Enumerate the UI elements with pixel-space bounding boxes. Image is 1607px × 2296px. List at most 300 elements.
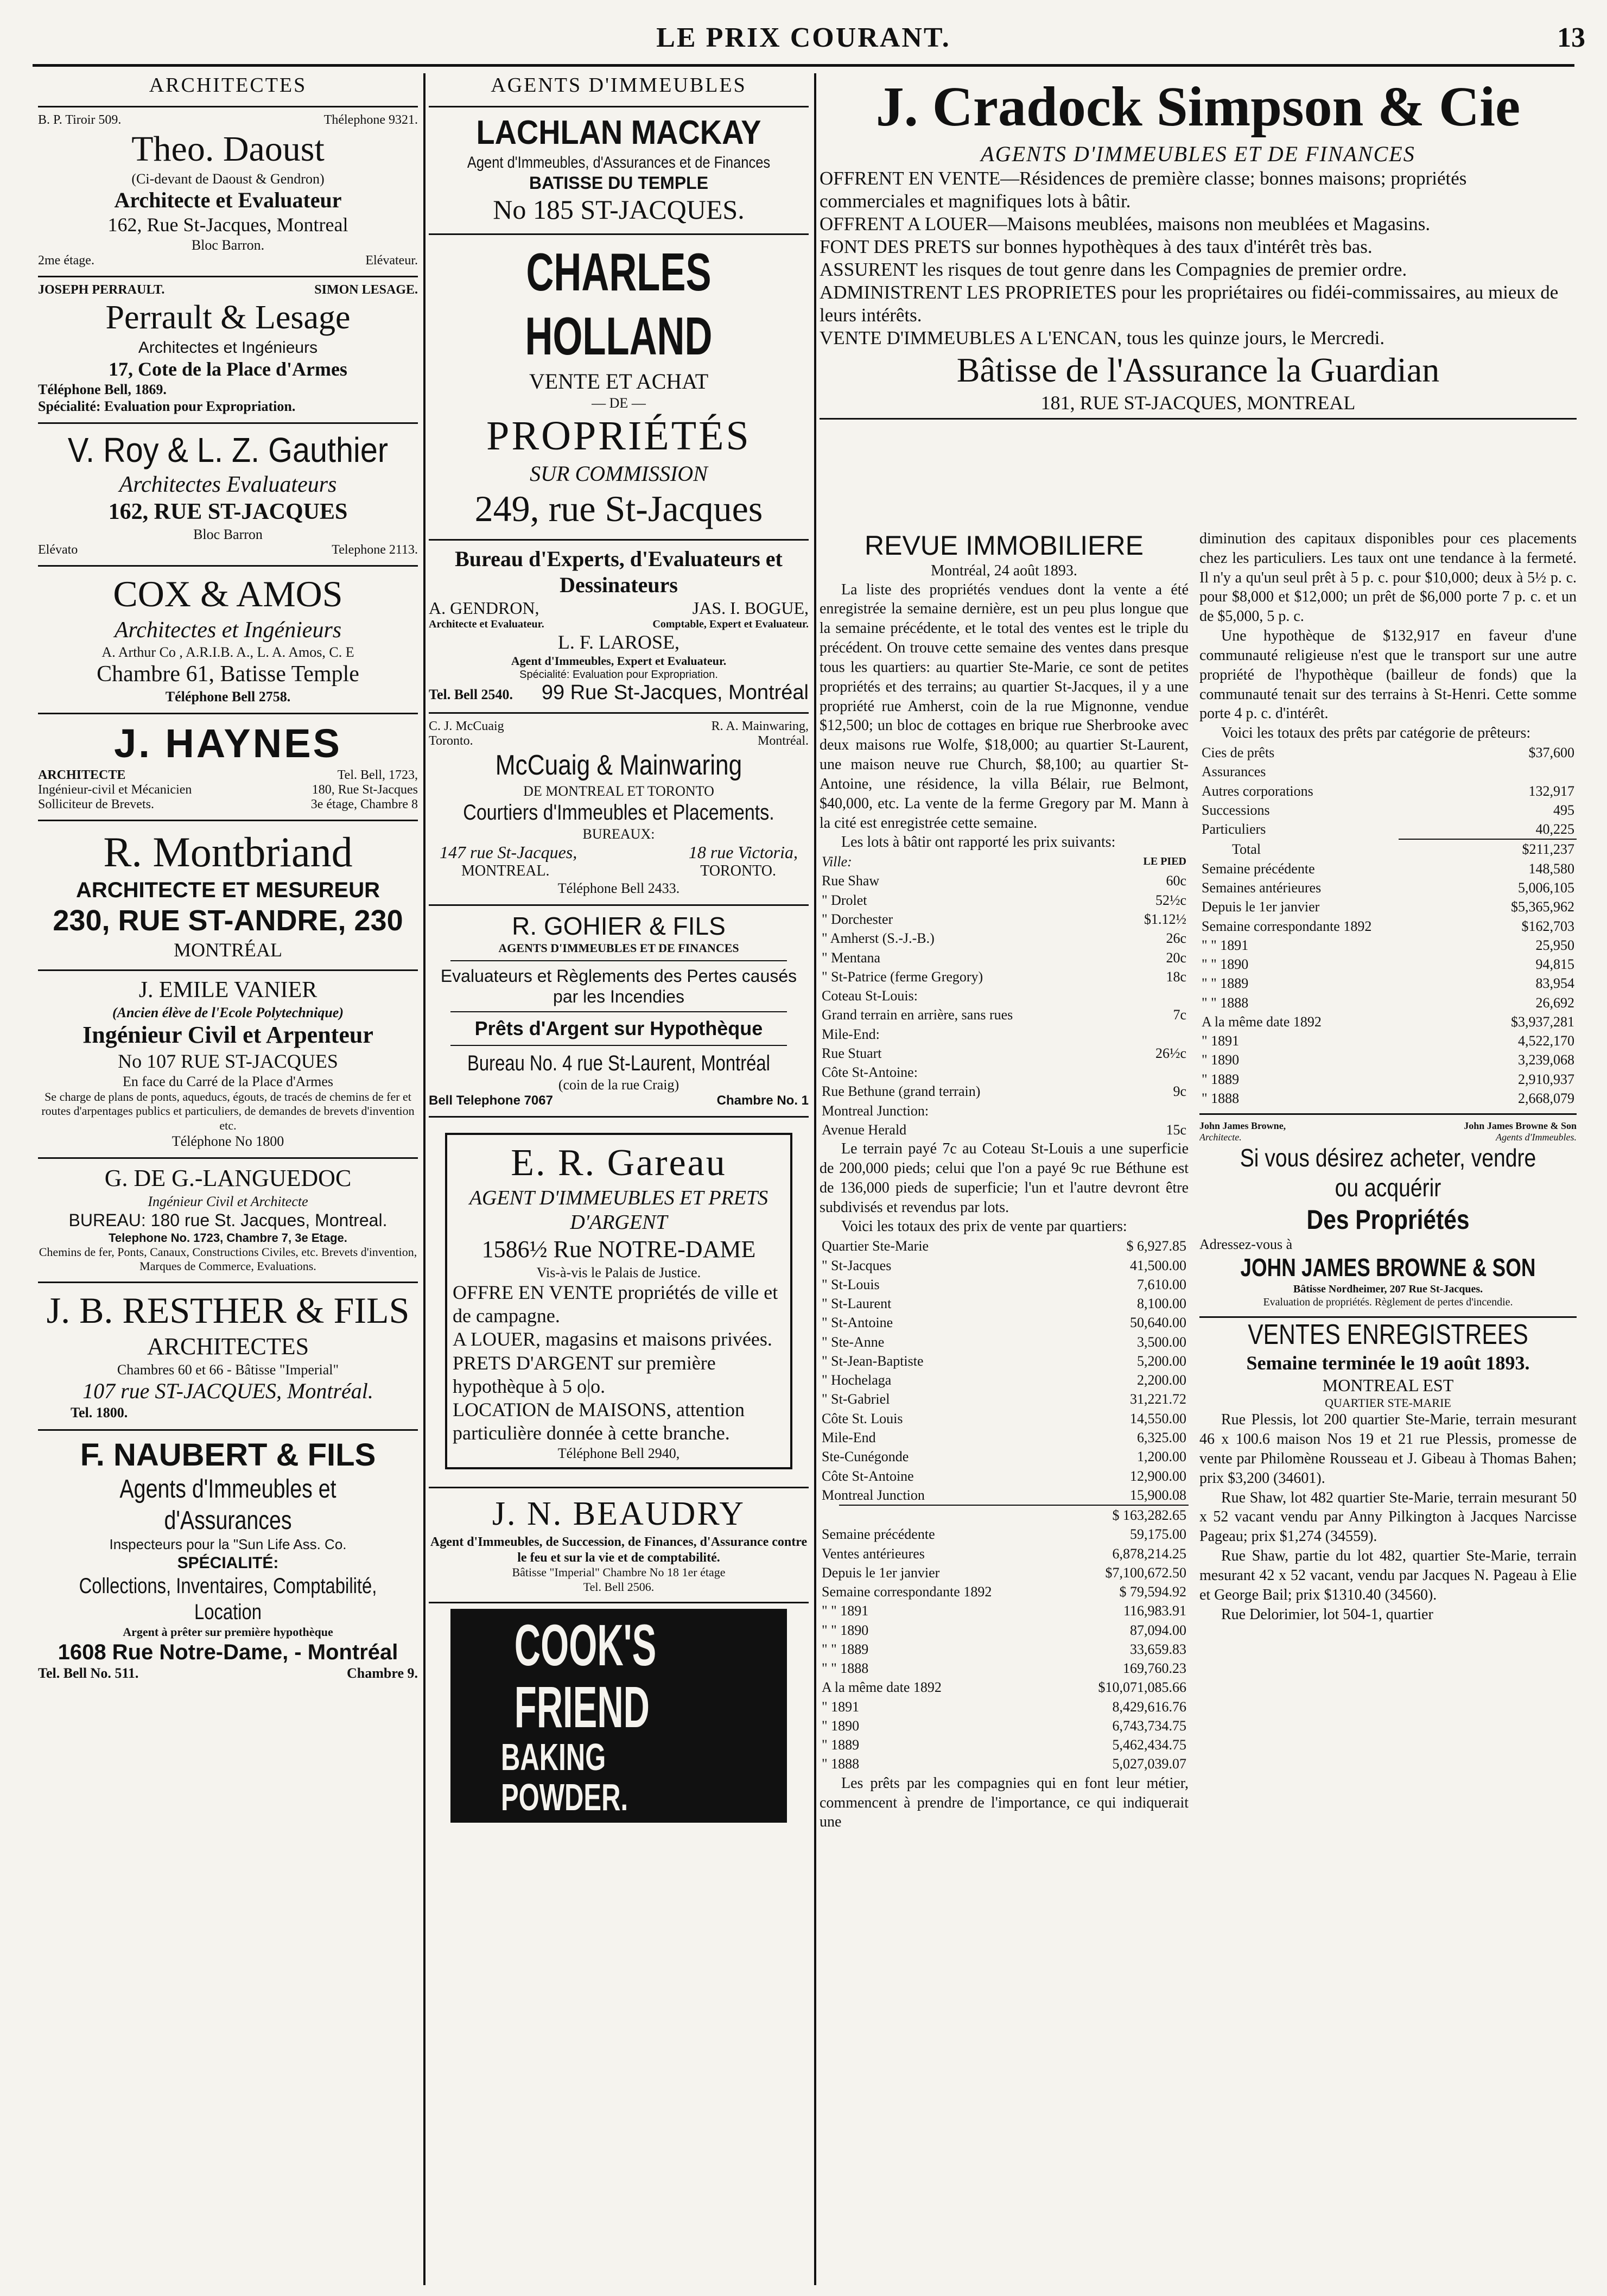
naubert-specialty: SPÉCIALITÉ:	[177, 1553, 279, 1572]
loan-compare-row-value: 94,815	[1535, 956, 1574, 973]
gareau-name: E. R. Gareau	[511, 1141, 727, 1184]
naubert-loan: Argent à prêter sur première hypothèque	[123, 1625, 333, 1639]
lenders-total-value: $211,237	[1399, 839, 1577, 859]
column-agents	[429, 73, 809, 2285]
ward-row-label: Ste-Cunégonde	[822, 1449, 909, 1465]
roy-role: Architectes Evaluateurs	[119, 472, 337, 498]
cradock-line-loans: FONT DES PRETS sur bonnes hypothèques à des taux d'intérêt très bas.	[820, 236, 1373, 257]
ad-cox-amos	[38, 567, 418, 714]
ward-row	[820, 1333, 1189, 1352]
ventes-entry-3: Rue Shaw, partie du lot 482, quartier Ste-Marie, terrain mesurant 42 x 52 vacant, vendu par Jacques N. Pageau à Elie et George Bail; prix $1310.40 (34560).	[1199, 1547, 1577, 1603]
gareau-address: 1586½ Rue NOTRE-DAME	[481, 1235, 756, 1263]
sales-compare-row-label: " 1891	[822, 1698, 860, 1715]
ward-row	[820, 1486, 1189, 1505]
haynes-architect: ARCHITECTE	[38, 768, 126, 782]
loan-compare-row-value: 83,954	[1535, 975, 1574, 992]
vanier-role: Ingénieur Civil et Arpenteur	[82, 1021, 373, 1048]
mackay-role: Agent d'Immeubles, d'Assurances et de Finances	[467, 153, 771, 172]
ad-beaudry	[429, 1488, 809, 1603]
daoust-name: Theo. Daoust	[131, 129, 325, 169]
lot-row-value: 9c	[1173, 1083, 1186, 1100]
cooks-friend-title: COOK'S FRIEND	[514, 1612, 657, 1740]
revue-paragraph-4: Voici les totaux des prix de vente par quartiers:	[841, 1218, 1127, 1235]
loan-compare-row-label: Depuis le 1er janvier	[1202, 899, 1320, 915]
sales-compare-row-value: 8,429,616.76	[1112, 1698, 1186, 1715]
ward-row-label: Mile-End	[822, 1429, 876, 1445]
beaudry-phone: Tel. Bell 2506.	[583, 1580, 655, 1594]
page-number: 13	[1557, 22, 1585, 53]
resther-role: ARCHITECTES	[147, 1333, 309, 1360]
gendron-address: 99 Rue St-Jacques, Montréal	[541, 681, 809, 705]
loan-compare-row-value: $3,937,281	[1511, 1013, 1574, 1030]
sales-compare-row-label: Semaine précédente	[822, 1526, 935, 1543]
holland-address: 249, rue St-Jacques	[474, 487, 763, 529]
wards-total-table	[820, 1505, 1189, 1525]
lot-row-value: $1.12½	[1144, 911, 1186, 927]
cradock-address: 181, RUE ST-JACQUES, MONTREAL	[1040, 391, 1356, 414]
haynes-address: 180, Rue St-Jacques	[312, 782, 418, 797]
lender-row	[1199, 820, 1577, 839]
larose-specialty: Spécialité: Evaluation pour Expropriation.	[519, 669, 718, 681]
loan-compare-row-label: " " 1888	[1202, 994, 1249, 1011]
lesage-name-small: SIMON LESAGE.	[314, 283, 418, 297]
sales-compare-row	[820, 1678, 1189, 1697]
loan-compare-row-label: " " 1889	[1202, 975, 1249, 992]
sales-compare-row-label: Ventes antérieures	[822, 1545, 925, 1562]
daoust-bloc: Bloc Barron.	[191, 237, 265, 253]
holland-properties: PROPRIÉTÉS	[486, 413, 751, 459]
loan-compare-row	[1199, 878, 1577, 897]
loan-compare-row-label: " 1889	[1202, 1071, 1240, 1087]
ward-row-value: 50,640.00	[1130, 1315, 1186, 1331]
sales-compare-row-value: 6,743,734.75	[1112, 1717, 1186, 1734]
lender-row-label: Particuliers	[1202, 821, 1266, 838]
revue-title: REVUE IMMOBILIERE	[865, 530, 1144, 561]
daoust-role: Architecte et Evaluateur	[114, 187, 342, 212]
vanier-former: (Ancien élève de l'Ecole Polytechnique)	[112, 1004, 344, 1020]
ward-row	[820, 1447, 1189, 1466]
header-rule	[33, 64, 1574, 67]
lot-row	[820, 929, 1189, 948]
cradock-title: J. Cradock Simpson & Cie	[875, 75, 1521, 138]
cox-people: A. Arthur Co , A.R.I.B. A., L. A. Amos, C. E	[101, 644, 354, 661]
lot-row-label: Montreal Junction:	[822, 1102, 929, 1119]
ventes-entry-1: Rue Plessis, lot 200 quartier Ste-Marie, terrain mesurant 46 x 100.6 maison Nos 19 et 21 rue Plessis, promesse de vente par Philomène Rousseau et J. Gibeau à Thomas Bahen; prix $3,200 (34601).	[1199, 1411, 1577, 1487]
beaudry-role: Agent d'Immeubles, de Succession, de Finances, d'Assurance contre le feu et sur la vie et de comptabilité.	[430, 1534, 808, 1565]
mackay-address: No 185 ST-JACQUES.	[493, 194, 745, 225]
loan-compare-row-value: 26,692	[1535, 994, 1574, 1011]
lender-row	[1199, 762, 1577, 781]
ward-row	[820, 1313, 1189, 1332]
ward-row-value: 15,900.08	[1130, 1487, 1186, 1503]
perrault-address: 17, Cote de la Place d'Armes	[109, 358, 347, 380]
ad-gareau	[429, 1118, 809, 1489]
naubert-items: Collections, Inventaires, Comptabilité, Location	[79, 1574, 377, 1624]
ward-row-value: 8,100.00	[1137, 1296, 1186, 1312]
daoust-address: 162, Rue St-Jacques, Montreal	[107, 213, 348, 236]
gareau-line2: A LOUER, magasins et maisons privées.	[453, 1328, 772, 1350]
ad-roy-gauthier	[38, 424, 418, 567]
lenders-total-label: Total	[1232, 841, 1261, 857]
lot-row	[820, 1120, 1189, 1139]
ventes-week: Semaine terminée le 19 août 1893.	[1246, 1352, 1530, 1374]
beaudry-name: J. N. BEAUDRY	[492, 1495, 746, 1533]
vanier-name: J. EMILE VANIER	[138, 978, 317, 1003]
gareau-line3: PRETS D'ARGENT sur première hypothèque à 5 o|o.	[453, 1352, 716, 1397]
page-header	[0, 0, 1607, 76]
ad-vanier	[38, 971, 418, 1159]
ad-languedoc	[38, 1159, 418, 1283]
holland-line2: — DE —	[592, 395, 646, 411]
mccuaig-toronto: TORONTO.	[700, 862, 776, 879]
naubert-phone: Tel. Bell No. 511.	[38, 1665, 139, 1681]
cradock-building: Bâtisse de l'Assurance la Guardian	[956, 350, 1440, 389]
lot-row-label: Avenue Herald	[822, 1121, 907, 1138]
ward-row-value: 41,500.00	[1130, 1257, 1186, 1273]
roy-bloc: Bloc Barron	[193, 526, 263, 542]
gohier-role: AGENTS D'IMMEUBLES ET DE FINANCES	[498, 941, 739, 955]
loan-compare-row-value: 25,950	[1535, 937, 1574, 953]
ward-row-value: 12,900.00	[1130, 1468, 1186, 1484]
roy-name: V. Roy & L. Z. Gauthier	[67, 430, 389, 470]
daoust-prev: (Ci-devant de Daoust & Gendron)	[131, 170, 325, 187]
ventes-entry-2: Rue Shaw, lot 482 quartier Ste-Marie, terrain mesurant 50 x 52 vacant vendu par Anny Pilkington à Jacques Narcisse Pageau; prix $1,274 (34559).	[1199, 1489, 1577, 1545]
ad-browne	[1199, 1113, 1577, 1318]
cradock-line-rent: OFFRENT A LOUER—Maisons meublées, maisons non meublées et Magasins.	[820, 213, 1431, 234]
cox-role: Architectes et Ingénieurs	[114, 617, 342, 643]
naubert-inspectors: Inspecteurs pour la "Sun Life Ass. Co.	[109, 1536, 347, 1553]
holland-name: CHARLES HOLLAND	[525, 242, 713, 366]
revue-paragraph-1: La liste des propriétés vendues dont la vente a été enregistrée la semaine dernière, est un peu plus longue que la semaine précédente, et le total des ventes est le triple du précédent. On trouve cette semaine des ventes dans presque tous les quartiers: au quartier Ste-Marie, ce sont de petites propriétés et des terrains; au quartier St-Jacques, il y a une propriété rue Amherst, coin de la rue Mignonne, vendue $12,500; un bloc de cottages en brique rue Sherbrooke avec deux maisons rue Wolfe, $18,000; au quartier St-Laurent, une maison neuve rue Church, $8,100; au quartier St-Antoine, une résidence, la villa Bélair, rue Belmont, $40,000, etc. La vente de la ferme Gregory par M. Mann à la cité est enregistrée cette semaine.	[820, 581, 1189, 832]
gohier-line3: Bureau No. 4 rue St-Laurent, Montréal	[467, 1051, 770, 1075]
lot-row-value	[1116, 1063, 1189, 1082]
loan-compare-row-label: " 1891	[1202, 1033, 1240, 1049]
ward-row-label: " St-Laurent	[822, 1296, 892, 1312]
lot-row-value: 52½c	[1155, 892, 1186, 908]
montbriand-name: R. Montbriand	[103, 828, 353, 876]
gohier-chamber: Chambre No. 1	[716, 1093, 809, 1108]
vanier-description: Se charge de plans de ponts, aqueducs, égouts, de tracés de chemins de fer et routes d'arpentages publics et particuliers, de demandes de brevets d'invention etc.	[41, 1089, 415, 1132]
loan-compare-row	[1199, 1050, 1577, 1069]
larose-role: Agent d'Immeubles, Expert et Evaluateur.	[511, 654, 727, 668]
haynes-phone: Tel. Bell, 1723,	[337, 768, 418, 782]
loan-compare-row-label: A la même date 1892	[1202, 1013, 1322, 1030]
mccuaig-subtitle: DE MONTREAL ET TORONTO	[523, 783, 714, 799]
lender-row-value: 40,225	[1535, 821, 1574, 838]
gareau-line1: OFFRE EN VENTE propriétés de ville et de campagne.	[453, 1281, 778, 1327]
lot-row-label: Mile-End:	[822, 1026, 880, 1042]
ward-row-label: " St-Antoine	[822, 1315, 893, 1331]
sales-compare-row-value: 169,760.23	[1123, 1660, 1186, 1677]
loan-compare-row	[1199, 955, 1577, 974]
lot-row	[820, 986, 1189, 1005]
revue-date: Montréal, 24 août 1893.	[931, 562, 1077, 579]
mccuaig-bureaux: BUREAUX:	[582, 826, 655, 842]
ward-row	[820, 1467, 1189, 1486]
ward-row	[820, 1256, 1189, 1275]
mccuaig-addr-montreal: 147 rue St-Jacques,	[440, 842, 577, 862]
cox-name: COX & AMOS	[113, 573, 343, 615]
sales-compare-row-value: 6,878,214.25	[1112, 1545, 1186, 1562]
mackay-name: LACHLAN MACKAY	[476, 113, 761, 151]
roy-address: 162, RUE ST-JACQUES	[108, 499, 348, 525]
sales-compare-row	[820, 1621, 1189, 1640]
sales-compare-row	[820, 1601, 1189, 1620]
lender-row-label: Assurances	[1202, 764, 1266, 780]
naubert-role: Agents d'Immeubles et d'Assurances	[119, 1475, 336, 1535]
loan-compare-row-value: 5,006,105	[1518, 879, 1574, 896]
lender-row	[1199, 743, 1577, 762]
lender-row	[1199, 801, 1577, 820]
roy-phone: Telephone 2113.	[332, 543, 418, 557]
lot-row	[820, 1063, 1189, 1082]
browne-role-2: Agents d'Immeubles.	[1496, 1132, 1577, 1143]
sales-compare-row-label: " 1889	[822, 1737, 860, 1753]
lot-row-value: 7c	[1173, 1007, 1186, 1023]
gendron-bureau: Bureau d'Experts, d'Evaluateurs et Dessinateurs	[455, 546, 783, 597]
revue-paragraph-2: Les lots à bâtir ont rapporté les prix suivants:	[841, 834, 1116, 851]
sales-compare-row-label: " " 1889	[822, 1641, 869, 1657]
loan-compare-row-label: " 1890	[1202, 1052, 1240, 1068]
wards-total: $ 163,282.65	[839, 1505, 1189, 1525]
montbriand-role: ARCHITECTE ET MESUREUR	[75, 878, 380, 903]
lot-row-value: 26c	[1166, 930, 1186, 947]
lot-row	[820, 1005, 1189, 1024]
loan-compare-row	[1199, 1070, 1577, 1089]
cradock-line-sale: OFFRENT EN VENTE—Résidences de première classe; bonnes maisons; propriétés commerciales et magnifiques lots à bâtir.	[820, 167, 1467, 212]
browne-role-1: Architecte.	[1199, 1132, 1242, 1143]
sales-compare-row	[820, 1563, 1189, 1582]
sales-compare-row-label: " 1890	[822, 1717, 860, 1734]
sales-compare-row-label: Semaine correspondante 1892	[822, 1584, 992, 1600]
sales-compare-row	[820, 1640, 1189, 1659]
browne-line6: Evaluation de propriétés. Règlement de pertes d'incendie.	[1263, 1296, 1513, 1308]
ward-row-value: 2,200.00	[1137, 1372, 1186, 1388]
ad-haynes	[38, 714, 418, 821]
gendron-name: A. GENDRON,	[429, 598, 539, 618]
languedoc-phone: Telephone No. 1723, Chambre 7, 3e Etage.	[109, 1231, 347, 1245]
ward-row	[820, 1428, 1189, 1447]
cradock-line-admin: ADMINISTRENT LES PROPRIETES pour les propriétaires ou fidéi-commissaires, au mieux de leurs intérêts.	[820, 281, 1559, 326]
vanier-facing: En face du Carré de la Place d'Armes	[122, 1073, 333, 1089]
ward-row-value: 31,221.72	[1130, 1391, 1186, 1407]
haynes-patents: Solliciteur de Brevets.	[38, 797, 154, 811]
lot-row-value: 18c	[1166, 968, 1186, 985]
gareau-line4: LOCATION de MAISONS, attention particulière donnée à cette branche.	[453, 1398, 745, 1444]
wards-table	[820, 1236, 1189, 1505]
column-cradock-simpson	[820, 73, 1577, 2285]
sales-compare-row-value: 116,983.91	[1123, 1603, 1186, 1619]
lot-row-value	[1116, 986, 1189, 1005]
ward-row	[820, 1390, 1189, 1409]
haynes-chamber: 3e étage, Chambre 8	[310, 797, 418, 811]
lender-row-label: Cies de prêts	[1202, 745, 1275, 761]
perrault-role: Architectes et Ingénieurs	[138, 338, 318, 357]
lot-row-label: " Dorchester	[822, 911, 893, 927]
ward-row	[820, 1236, 1189, 1255]
gohier-rule-3	[450, 1045, 787, 1046]
sales-compare-row-label: " " 1890	[822, 1622, 869, 1638]
lot-row-label: " St-Patrice (ferme Gregory)	[822, 968, 983, 985]
languedoc-description: Chemins de fer, Ponts, Canaux, Constructions Civiles, etc. Brevets d'invention, Marques de Commerce, Evaluations.	[39, 1245, 417, 1273]
loan-compare-row-value: 4,522,170	[1518, 1033, 1574, 1049]
ventes-enregistrees	[1199, 1318, 1577, 1624]
gohier-rule-2	[450, 1011, 787, 1012]
sales-compare-row-value: $ 79,594.92	[1119, 1584, 1186, 1600]
ward-row	[820, 1275, 1189, 1294]
montbriand-city: MONTRÉAL	[174, 939, 282, 961]
gareau-phone: Téléphone Bell 2940,	[557, 1445, 680, 1462]
resther-chambers: Chambres 60 et 66 - Bâtisse "Imperial"	[117, 1362, 339, 1378]
gareau-role: AGENT D'IMMEUBLES ET PRETS D'ARGENT	[469, 1186, 768, 1234]
sales-compare-row-value: $7,100,672.50	[1105, 1564, 1186, 1581]
gareau-box	[445, 1133, 792, 1470]
naubert-name: F. NAUBERT & FILS	[80, 1437, 376, 1473]
gendron-phone: Tel. Bell 2540.	[429, 687, 513, 703]
lot-row-label: " Amherst (S.-J.-B.)	[822, 930, 935, 947]
loan-compare-row-label: Semaine correspondante 1892	[1202, 918, 1372, 934]
ventes-entry-4: Rue Delorimier, lot 504-1, quartier	[1221, 1606, 1433, 1623]
sales-compare-row-value: $10,071,085.66	[1098, 1679, 1186, 1696]
ward-row-value: 6,325.00	[1137, 1429, 1186, 1445]
resther-name: J. B. RESTHER & FILS	[46, 1289, 410, 1331]
resther-phone: Tel. 1800.	[71, 1405, 128, 1421]
gareau-opposite: Vis-à-vis le Palais de Justice.	[536, 1264, 701, 1280]
bogue-name: JAS. I. BOGUE,	[692, 598, 809, 618]
ward-row-label: " St-Gabriel	[822, 1391, 890, 1407]
browne-name-2: John James Browne & Son	[1464, 1120, 1577, 1132]
loan-compare-row-label: " " 1890	[1202, 956, 1249, 973]
roy-elevator: Elévato	[38, 543, 78, 557]
ventes-ward: QUARTIER STE-MARIE	[1325, 1396, 1451, 1410]
cox-chamber: Chambre 61, Batisse Temple	[97, 662, 359, 687]
mccuaig-addr-toronto: 18 rue Victoria,	[688, 842, 798, 862]
lenders-total-table	[1199, 839, 1577, 859]
cradock-line-insure: ASSURENT les risques de tout genre dans les Compagnies de premier ordre.	[820, 258, 1407, 280]
browne-line1: Si vous désirez acheter, vendre ou acquérir	[1240, 1144, 1536, 1202]
lot-row	[820, 891, 1189, 910]
mccuaig-city: Toronto.	[429, 734, 473, 749]
ward-row-label: " St-Jean-Baptiste	[822, 1353, 924, 1369]
lot-row	[820, 948, 1189, 967]
ward-row-value: $ 6,927.85	[1126, 1238, 1186, 1254]
lot-row-label: Grand terrain en arrière, sans rues	[822, 1007, 1013, 1023]
loan-compare-row	[1199, 1012, 1577, 1031]
lots-table	[820, 852, 1189, 1139]
holland-commission: SUR COMMISSION	[530, 461, 708, 486]
vanier-phone: Téléphone No 1800	[172, 1133, 284, 1150]
loan-compare-row-value: $162,703	[1521, 918, 1574, 934]
sales-compare-row-value: 5,027,039.07	[1112, 1756, 1186, 1772]
revue-immobiliere	[820, 529, 1189, 2285]
cradock-subtitle: AGENTS D'IMMEUBLES ET DE FINANCES	[981, 141, 1415, 166]
gohier-line2: Prêts d'Argent sur Hypothèque	[474, 1017, 763, 1040]
browne-line3: Adressez-vous à	[1199, 1236, 1293, 1252]
ad-gendron	[429, 541, 809, 714]
sales-compare-row-label: " 1888	[822, 1756, 860, 1772]
ward-row-value: 5,200.00	[1137, 1353, 1186, 1369]
loan-compare-row	[1199, 917, 1577, 936]
lot-row-label: " Drolet	[822, 892, 867, 908]
gohier-line1: Evaluateurs et Règlements des Pertes causés par les Incendies	[440, 966, 797, 1007]
naubert-address: 1608 Rue Notre-Dame, - Montréal	[58, 1640, 398, 1664]
loan-compare-row	[1199, 936, 1577, 955]
ward-row-label: Côte St. Louis	[822, 1410, 903, 1426]
sales-compare-row-value: 33,659.83	[1130, 1641, 1186, 1657]
gendron-role: Architecte et Evaluateur.	[429, 618, 544, 630]
haynes-name: J. HAYNES	[114, 720, 342, 766]
daoust-phone: Thélephone 9321.	[323, 112, 418, 127]
mccuaig-name: C. J. McCuaig	[429, 719, 504, 734]
sales-compare-row	[820, 1716, 1189, 1735]
lender-row-value: 132,917	[1528, 783, 1574, 799]
ad-naubert	[38, 1431, 418, 1689]
loan-compare-row-value: 2,668,079	[1518, 1090, 1574, 1106]
loan-compare-row-label: " " 1891	[1202, 937, 1249, 953]
ward-row	[820, 1371, 1189, 1390]
ward-row-label: " St-Louis	[822, 1276, 880, 1292]
lots-head-unit: LE PIED	[1143, 855, 1186, 868]
daoust-pobox: B. P. Tiroir 509.	[38, 112, 122, 127]
holland-line1: VENTE ET ACHAT	[529, 369, 709, 394]
section-agents	[429, 73, 809, 107]
ward-row-label: Montreal Junction	[822, 1487, 925, 1503]
loan-compare-row-label: Semaine précédente	[1202, 860, 1315, 877]
loan-compare-row-value: $5,365,962	[1511, 899, 1574, 915]
mainwaring-name: R. A. Mainwaring,	[711, 719, 809, 734]
ad-daoust	[38, 107, 418, 278]
ward-row-value: 7,610.00	[1137, 1276, 1186, 1292]
perrault-name-small: JOSEPH PERRAULT.	[38, 283, 165, 297]
loan-compare-row	[1199, 897, 1577, 916]
mccuaig-title: McCuaig & Mainwaring	[495, 750, 742, 782]
sales-compare-row	[820, 1544, 1189, 1563]
lot-row-value: 60c	[1166, 873, 1186, 889]
lot-row-label: Rue Shaw	[822, 873, 880, 889]
lot-row-value: 20c	[1166, 949, 1186, 966]
sales-compare-table	[820, 1525, 1189, 1773]
browne-line4: JOHN JAMES BROWNE & SON	[1240, 1253, 1536, 1282]
ward-row-value: 14,550.00	[1130, 1410, 1186, 1426]
gohier-line4: (coin de la rue Craig)	[558, 1076, 679, 1093]
loan-compare-row	[1199, 974, 1577, 993]
lot-row-label: " Mentana	[822, 949, 881, 966]
mccuaig-montreal: MONTREAL.	[461, 862, 550, 879]
loan-compare-row	[1199, 1089, 1577, 1108]
ad-perrault-lesage	[38, 277, 418, 424]
ward-row-label: Quartier Ste-Marie	[822, 1238, 929, 1254]
lot-row-label: Rue Bethune (grand terrain)	[822, 1083, 981, 1100]
section-title: AGENTS D'IMMEUBLES	[491, 74, 747, 97]
languedoc-office: BUREAU: 180 rue St. Jacques, Montreal.	[68, 1210, 388, 1231]
sales-compare-row-value: 5,462,434.75	[1112, 1737, 1186, 1753]
newspaper-title: LE PRIX COURANT.	[656, 22, 951, 53]
loan-compare-row-value: 3,239,068	[1518, 1052, 1574, 1068]
ward-row-label: " Hochelaga	[822, 1372, 892, 1388]
section-architectes	[38, 73, 418, 107]
gohier-name: R. GOHIER & FILS	[512, 912, 726, 941]
ad-mccuaig	[429, 714, 809, 906]
lot-row	[820, 1101, 1189, 1120]
sales-compare-row	[820, 1754, 1189, 1773]
haynes-engineer: Ingénieur-civil et Mécanicien	[38, 782, 192, 797]
section-title: ARCHITECTES	[149, 74, 307, 97]
lot-row	[820, 1044, 1189, 1063]
mackay-building: BATISSE DU TEMPLE	[529, 173, 709, 193]
ward-row-label: " St-Jacques	[822, 1257, 892, 1273]
cooks-friend-subtitle: BAKING POWDER.	[501, 1736, 628, 1818]
ward-row	[820, 1294, 1189, 1313]
